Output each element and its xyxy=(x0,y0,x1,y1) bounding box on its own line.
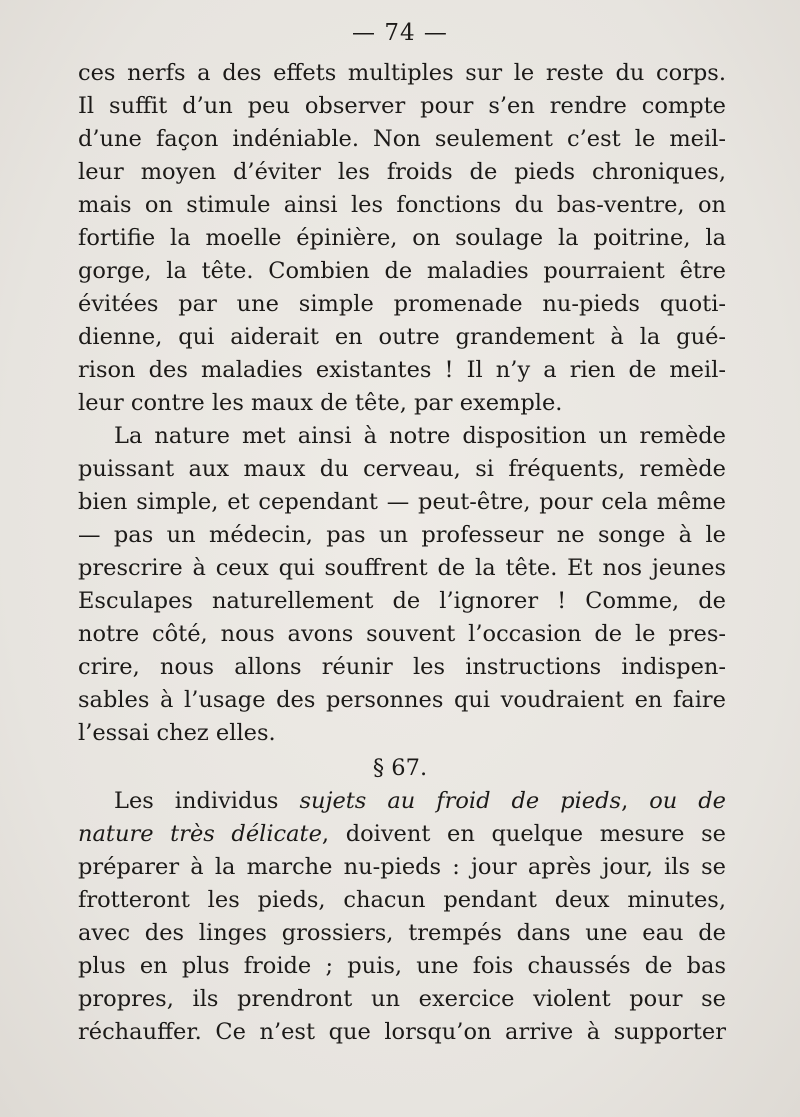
text-line: frotteront les pieds, chacun pendant deux minutes, xyxy=(78,887,726,913)
text-line: La nature met ainsi à notre disposition un remède xyxy=(114,423,726,449)
text-line: l’essai chez elles. xyxy=(78,720,276,746)
text-line: préparer à la marche nu-pieds : jour après jour, ils se xyxy=(78,854,726,880)
text-line xyxy=(114,785,726,818)
text-line: évitées par une simple promenade nu-pieds quoti- xyxy=(78,291,726,317)
text-line: mais on stimule ainsi les fonctions du bas-ventre, on xyxy=(78,192,726,218)
text-line: bien simple, et cependant — peut-être, pour cela même xyxy=(78,489,726,515)
text-line: dienne, qui aiderait en outre grandement à la gué- xyxy=(78,324,726,350)
text-line: leur moyen d’éviter les froids de pieds chroniques, xyxy=(78,159,726,185)
text-line: réchauffer. Ce n’est que lorsqu’on arrive à supporter xyxy=(78,1019,726,1045)
italic-phrase: sujets au froid de pieds xyxy=(299,788,622,814)
text-line: — pas un médecin, pas un professeur ne songe à le xyxy=(78,522,726,548)
text-line: sables à l’usage des personnes qui voudraient en faire xyxy=(78,687,726,713)
text-line xyxy=(78,818,726,851)
text-segment: Les individus xyxy=(114,788,300,814)
italic-phrase: nature très délicate xyxy=(78,821,322,847)
italic-phrase: ou de xyxy=(649,788,726,814)
text-line: fortifie la moelle épinière, on soulage la poitrine, la xyxy=(78,225,726,251)
text-segment: , xyxy=(621,788,650,814)
text-line: gorge, la tête. Combien de maladies pourraient être xyxy=(78,258,726,284)
text-line: puissant aux maux du cerveau, si fréquents, remède xyxy=(78,456,726,482)
text-line: crire, nous allons réunir les instructions indispen- xyxy=(78,654,726,680)
text-segment: , doivent en quelque mesure se xyxy=(321,821,726,847)
text-line: ces nerfs a des effets multiples sur le reste du corps. xyxy=(78,60,726,86)
text-line: propres, ils prendront un exercice violent pour se xyxy=(78,986,726,1012)
text-line: plus en plus froide ; puis, une fois chaussés de bas xyxy=(78,953,726,979)
text-line: avec des linges grossiers, trempés dans une eau de xyxy=(78,920,726,946)
text-line: Il suffit d’un peu observer pour s’en rendre compte xyxy=(78,93,726,119)
text-line: rison des maladies existantes ! Il n’y a rien de meil- xyxy=(78,357,726,383)
text-line: prescrire à ceux qui souffrent de la tête. Et nos jeunes xyxy=(78,555,726,581)
text-line: d’une façon indéniable. Non seulement c’est le meil- xyxy=(78,126,726,152)
text-line: Esculapes naturellement de l’ignorer ! Comme, de xyxy=(78,588,726,614)
text-line: leur contre les maux de tête, par exemple. xyxy=(78,390,563,416)
text-line: notre côté, nous avons souvent l’occasion de le pres- xyxy=(78,621,726,647)
page-number: — 74 — xyxy=(352,20,448,46)
section-heading: § 67. xyxy=(372,755,428,781)
